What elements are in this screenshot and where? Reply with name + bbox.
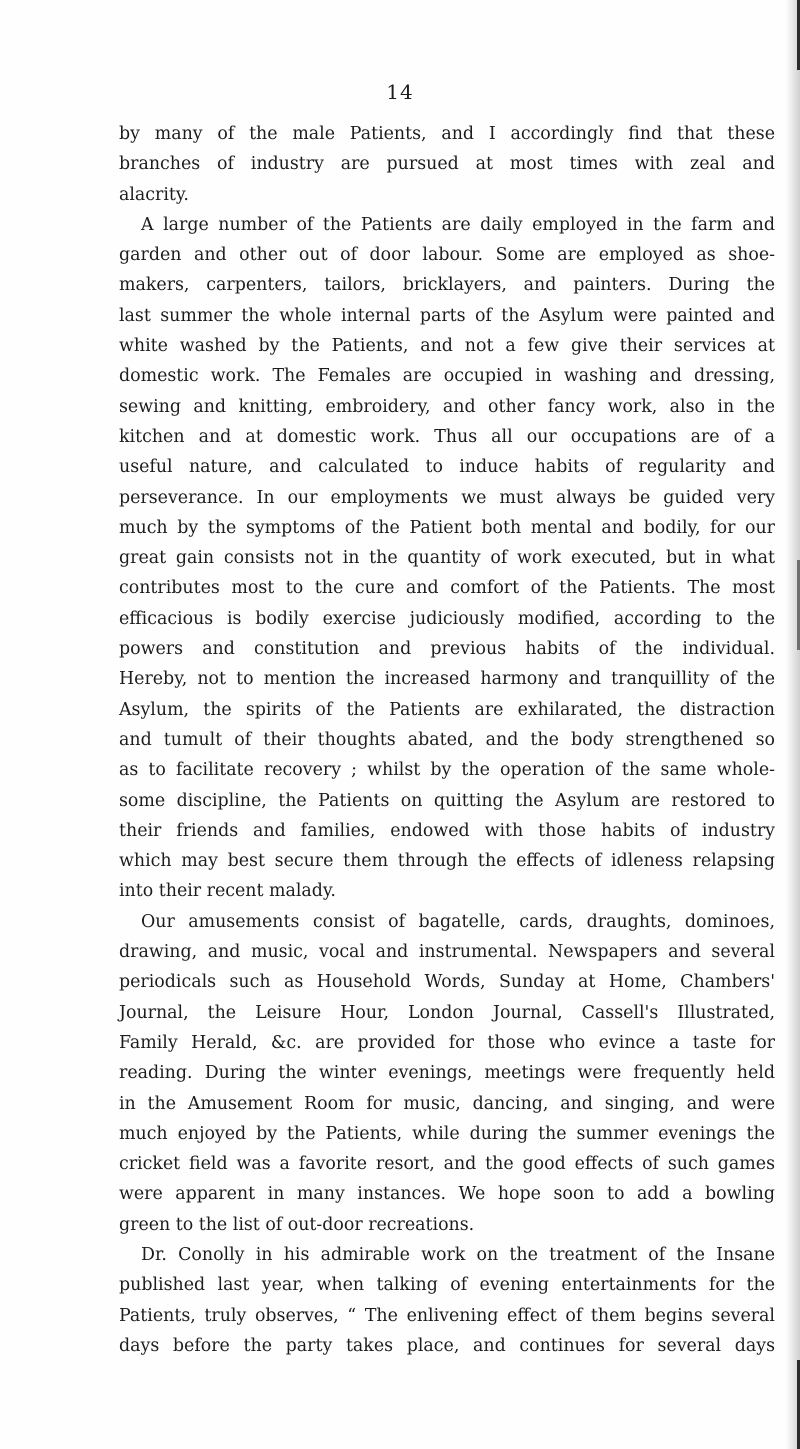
text-line: efficacious is bodily exercise judiciously modified, according to the: [119, 608, 775, 629]
text-line: and tumult of their thoughts abated, and the body strengthened so: [119, 729, 775, 750]
paragraph-start-line: Dr. Conolly in his admirable work on the treatment of the Insane: [141, 1244, 775, 1265]
text-line: Journal, the Leisure Hour, London Journal, Cassell's Illustrated,: [119, 1002, 775, 1023]
paragraph-start-line: A large number of the Patients are daily employed in the farm and: [141, 214, 775, 235]
text-line: drawing, and music, vocal and instrumental. Newspapers and several: [119, 942, 775, 963]
text-line: periodicals such as Household Words, Sunday at Home, Chambers': [119, 972, 775, 993]
page-edge-shadow: [786, 0, 800, 1449]
text-line: useful nature, and calculated to induce habits of regularity and: [119, 457, 775, 478]
text-line: kitchen and at domestic work. Thus all our occupations are of a: [119, 426, 775, 447]
text-line: alacrity.: [119, 184, 189, 205]
text-line: much enjoyed by the Patients, while during the summer evenings the: [119, 1123, 775, 1144]
text-line: great gain consists not in the quantity of work executed, but in what: [119, 548, 775, 569]
text-line: reading. During the winter evenings, meetings were frequently held: [119, 1063, 775, 1084]
text-line: by many of the male Patients, and I accordingly find that these: [119, 124, 775, 144]
text-line: as to facilitate recovery ; whilst by the operation of the same whole-: [119, 760, 775, 781]
text-line: domestic work. The Females are occupied in washing and dressing,: [119, 366, 775, 387]
page-number: 14: [386, 80, 414, 104]
text-line: contributes most to the cure and comfort of the Patients. The most: [119, 578, 775, 599]
text-line: their friends and families, endowed with those habits of industry: [119, 820, 775, 841]
text-line: some discipline, the Patients on quitting the Asylum are restored to: [119, 790, 775, 811]
text-line: Hereby, not to mention the increased harmony and tranquillity of the: [119, 669, 775, 690]
text-line: into their recent malady.: [119, 881, 336, 902]
text-line: white washed by the Patients, and not a few give their services at: [119, 336, 775, 357]
text-line: in the Amusement Room for music, dancing, and singing, and were: [119, 1093, 775, 1114]
text-line: cricket field was a favorite resort, and the good effects of such games: [119, 1154, 775, 1175]
text-line: green to the list of out-door recreations.: [119, 1214, 475, 1235]
text-line: branches of industry are pursued at most times with zeal and: [119, 154, 775, 175]
text-line: were apparent in many instances. We hope soon to add a bowling: [119, 1184, 775, 1205]
text-line: garden and other out of door labour. Some are employed as shoe-: [119, 245, 775, 266]
text-line: days before the party takes place, and continues for several days: [119, 1335, 775, 1356]
text-line: perseverance. In our employments we must always be guided very: [119, 487, 775, 508]
text-line: Family Herald, &c. are provided for those who evince a taste for: [119, 1032, 775, 1053]
text-line: which may best secure them through the effects of idleness relapsing: [119, 851, 775, 872]
text-line: Asylum, the spirits of the Patients are exhilarated, the distraction: [119, 699, 775, 720]
text-line: makers, carpenters, tailors, bricklayers, and painters. During the: [119, 275, 775, 296]
text-line: much by the symptoms of the Patient both mental and bodily, for our: [119, 517, 775, 538]
text-line: Patients, truly observes, “ The enlivening effect of them begins several: [119, 1305, 775, 1326]
text-line: powers and constitution and previous habits of the individual.: [119, 639, 775, 660]
text-line: published last year, when talking of evening entertainments for the: [119, 1275, 775, 1296]
text-line: sewing and knitting, embroidery, and other fancy work, also in the: [119, 396, 775, 417]
paragraph-start-line: Our amusements consist of bagatelle, cards, draughts, dominoes,: [141, 911, 775, 932]
text-line: last summer the whole internal parts of the Asylum were painted and: [119, 305, 775, 326]
body-text: [119, 119, 775, 1361]
